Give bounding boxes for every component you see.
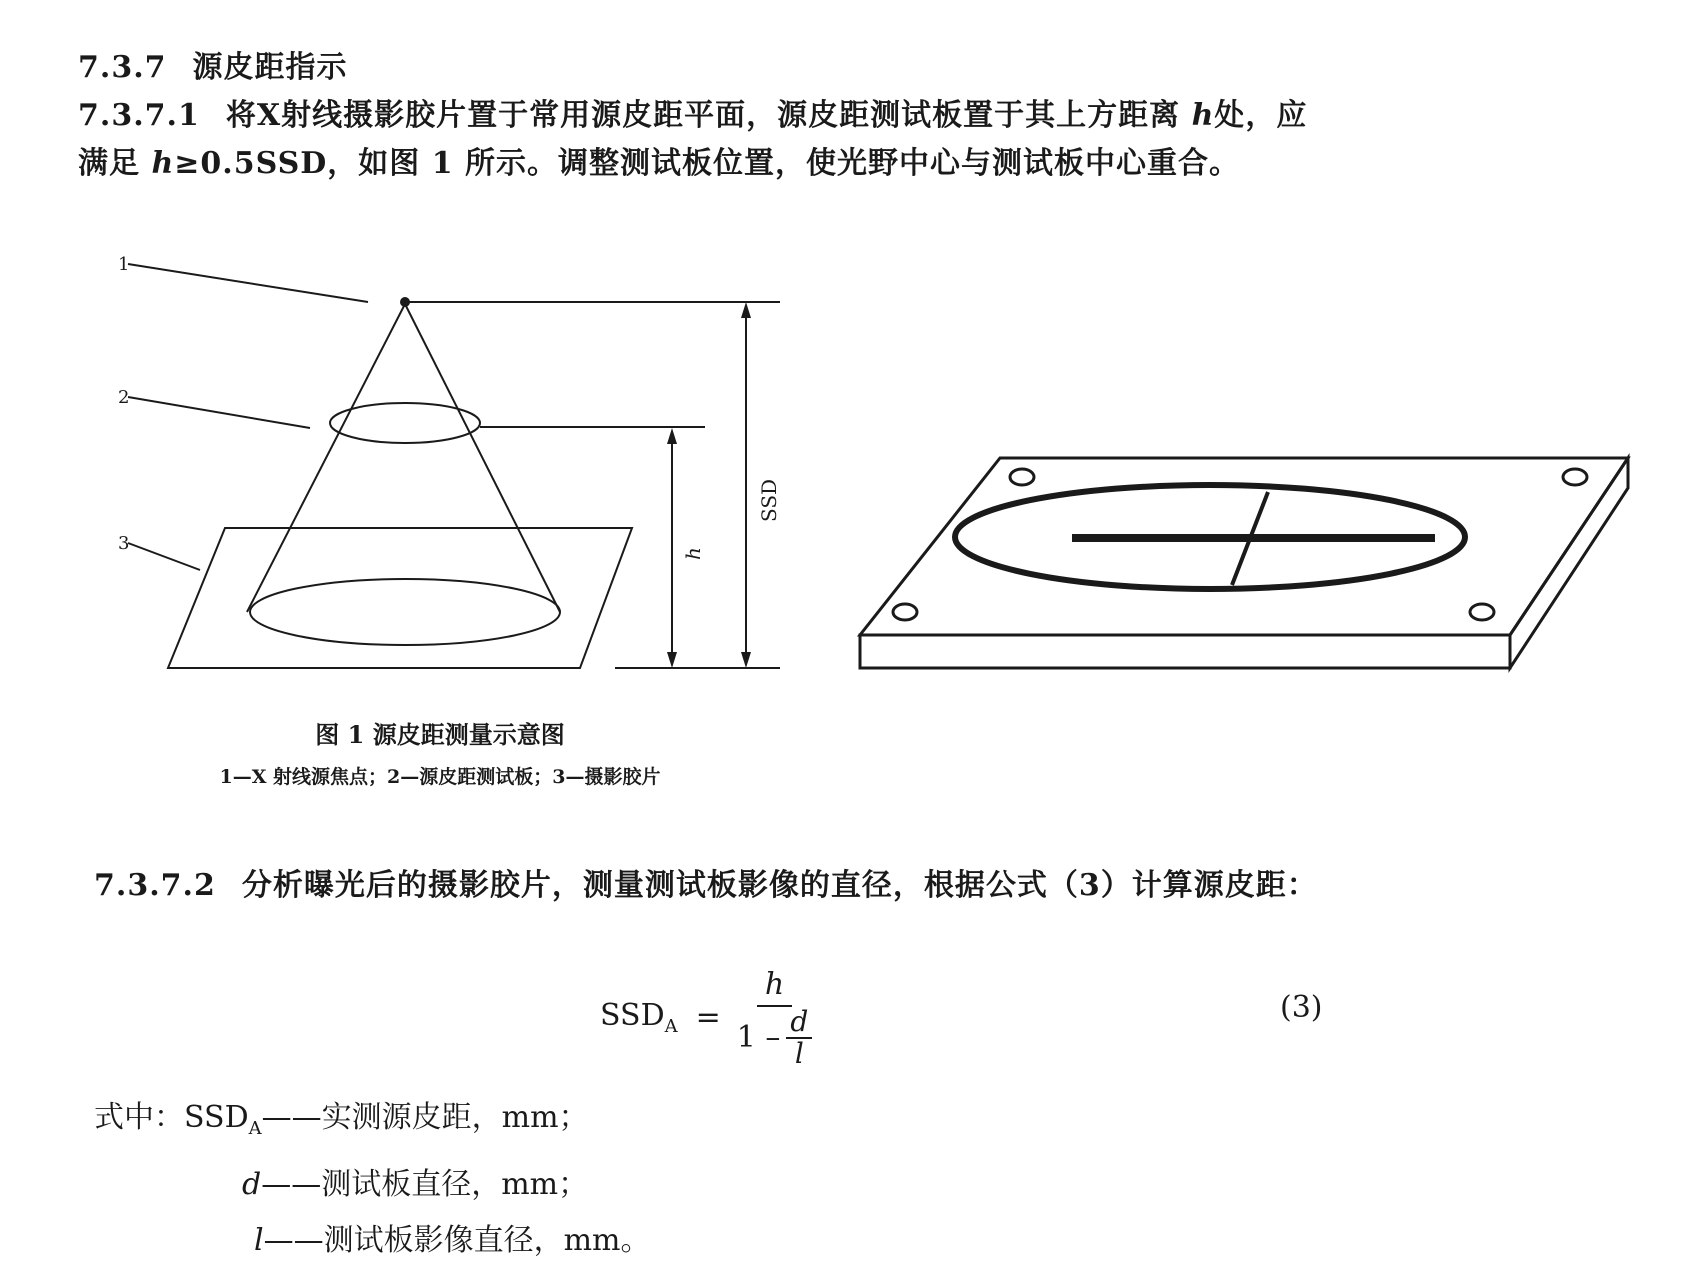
plate-front-face (860, 635, 1510, 668)
def-desc-d: ——测试板直径，mm； (261, 1167, 589, 1202)
film-plane (168, 528, 632, 668)
leader-line-2 (128, 397, 310, 428)
cone-left-edge (247, 304, 405, 612)
definition-row-l (94, 1213, 651, 1269)
def-symbol-ssd-sub: A (248, 1118, 262, 1139)
def-symbol-ssd: SSD (184, 1100, 249, 1135)
where-prefix: 式中： (94, 1100, 184, 1135)
leader-line-1 (128, 264, 368, 302)
formula-inner-denominator: l (794, 1037, 804, 1070)
def-desc-ssd: ——实测源皮距，mm； (261, 1100, 589, 1135)
formula-inner-numerator: d (786, 1007, 812, 1039)
ssd-formula (600, 965, 812, 1069)
label-3: 3 (118, 533, 130, 554)
label-2: 2 (118, 387, 130, 408)
section-number: 7.3.7 (78, 50, 167, 85)
formula-inner-fraction (786, 1007, 812, 1069)
step1-text-a: 将X射线摄影胶片置于常用源皮距平面，源皮距测试板置于其上方距离 (225, 98, 1181, 133)
def-symbol-d: d (242, 1167, 262, 1202)
plate-hole-top-right (1563, 469, 1587, 485)
formula-lhs-symbol: SSD (600, 997, 665, 1033)
formula-one-minus: 1 – (736, 1020, 781, 1055)
focal-spot-dot (400, 297, 410, 307)
step1-number: 7.3.7.1 (78, 98, 200, 133)
formula-equals: = (695, 999, 721, 1035)
step1-var-h: h (1191, 98, 1215, 133)
definition-row-d (94, 1157, 651, 1213)
test-plate-ellipse (330, 403, 480, 443)
equation-number: (3) (1280, 990, 1323, 1025)
plate-hole-bottom-left (893, 604, 917, 620)
formula-fraction (737, 965, 813, 1069)
step2-number: 7.3.7.2 (94, 868, 216, 903)
variable-definitions (94, 1090, 651, 1269)
step1-text-b: 处，应满足 (78, 98, 1308, 181)
plate-hole-top-left (1010, 469, 1034, 485)
section-heading (78, 42, 348, 86)
formula-denominator (737, 1007, 813, 1069)
figure-legend: 1—X 射线源焦点；2—源皮距测试板；3—摄影胶片 (219, 766, 661, 788)
ssd-cone-diagram (40, 250, 800, 690)
plate-side-face (1510, 458, 1628, 668)
step2-text: 分析曝光后的摄影胶片，测量测试板影像的直径，根据公式（3）计算源皮距： (241, 868, 1318, 903)
plate-hole-bottom-right (1470, 604, 1494, 620)
step1-cond: ≥0.5SSD，如图 1 所示。调整测试板位置，使光野中心与测试板中心重合。 (174, 146, 1241, 181)
cone-right-edge (405, 304, 560, 612)
formula-lhs (600, 998, 678, 1037)
definition-row-ssd (94, 1090, 651, 1157)
step1-paragraph (78, 92, 1328, 188)
ssd-arrowhead-bottom (741, 652, 751, 668)
def-symbol-l: l (254, 1223, 264, 1258)
formula-lhs-subscript: A (664, 1015, 678, 1037)
step2-paragraph (94, 862, 1354, 910)
def-desc-l: ——测试板影像直径，mm。 (263, 1223, 651, 1258)
ssd-arrowhead-top (741, 302, 751, 318)
leader-line-3 (128, 543, 200, 570)
test-plate-illustration (850, 440, 1640, 680)
h-arrowhead-bottom (667, 652, 677, 668)
step1-cond-var-h: h (151, 146, 175, 181)
label-1: 1 (118, 254, 130, 275)
dim-h-label: h (681, 547, 705, 560)
film-field-ellipse (250, 579, 560, 645)
figure-caption: 图 1 源皮距测量示意图 (315, 720, 565, 749)
dim-ssd-label: SSD (757, 478, 781, 522)
formula-numerator: h (757, 965, 792, 1007)
section-title: 源皮距指示 (192, 50, 348, 85)
h-arrowhead-top (667, 428, 677, 444)
